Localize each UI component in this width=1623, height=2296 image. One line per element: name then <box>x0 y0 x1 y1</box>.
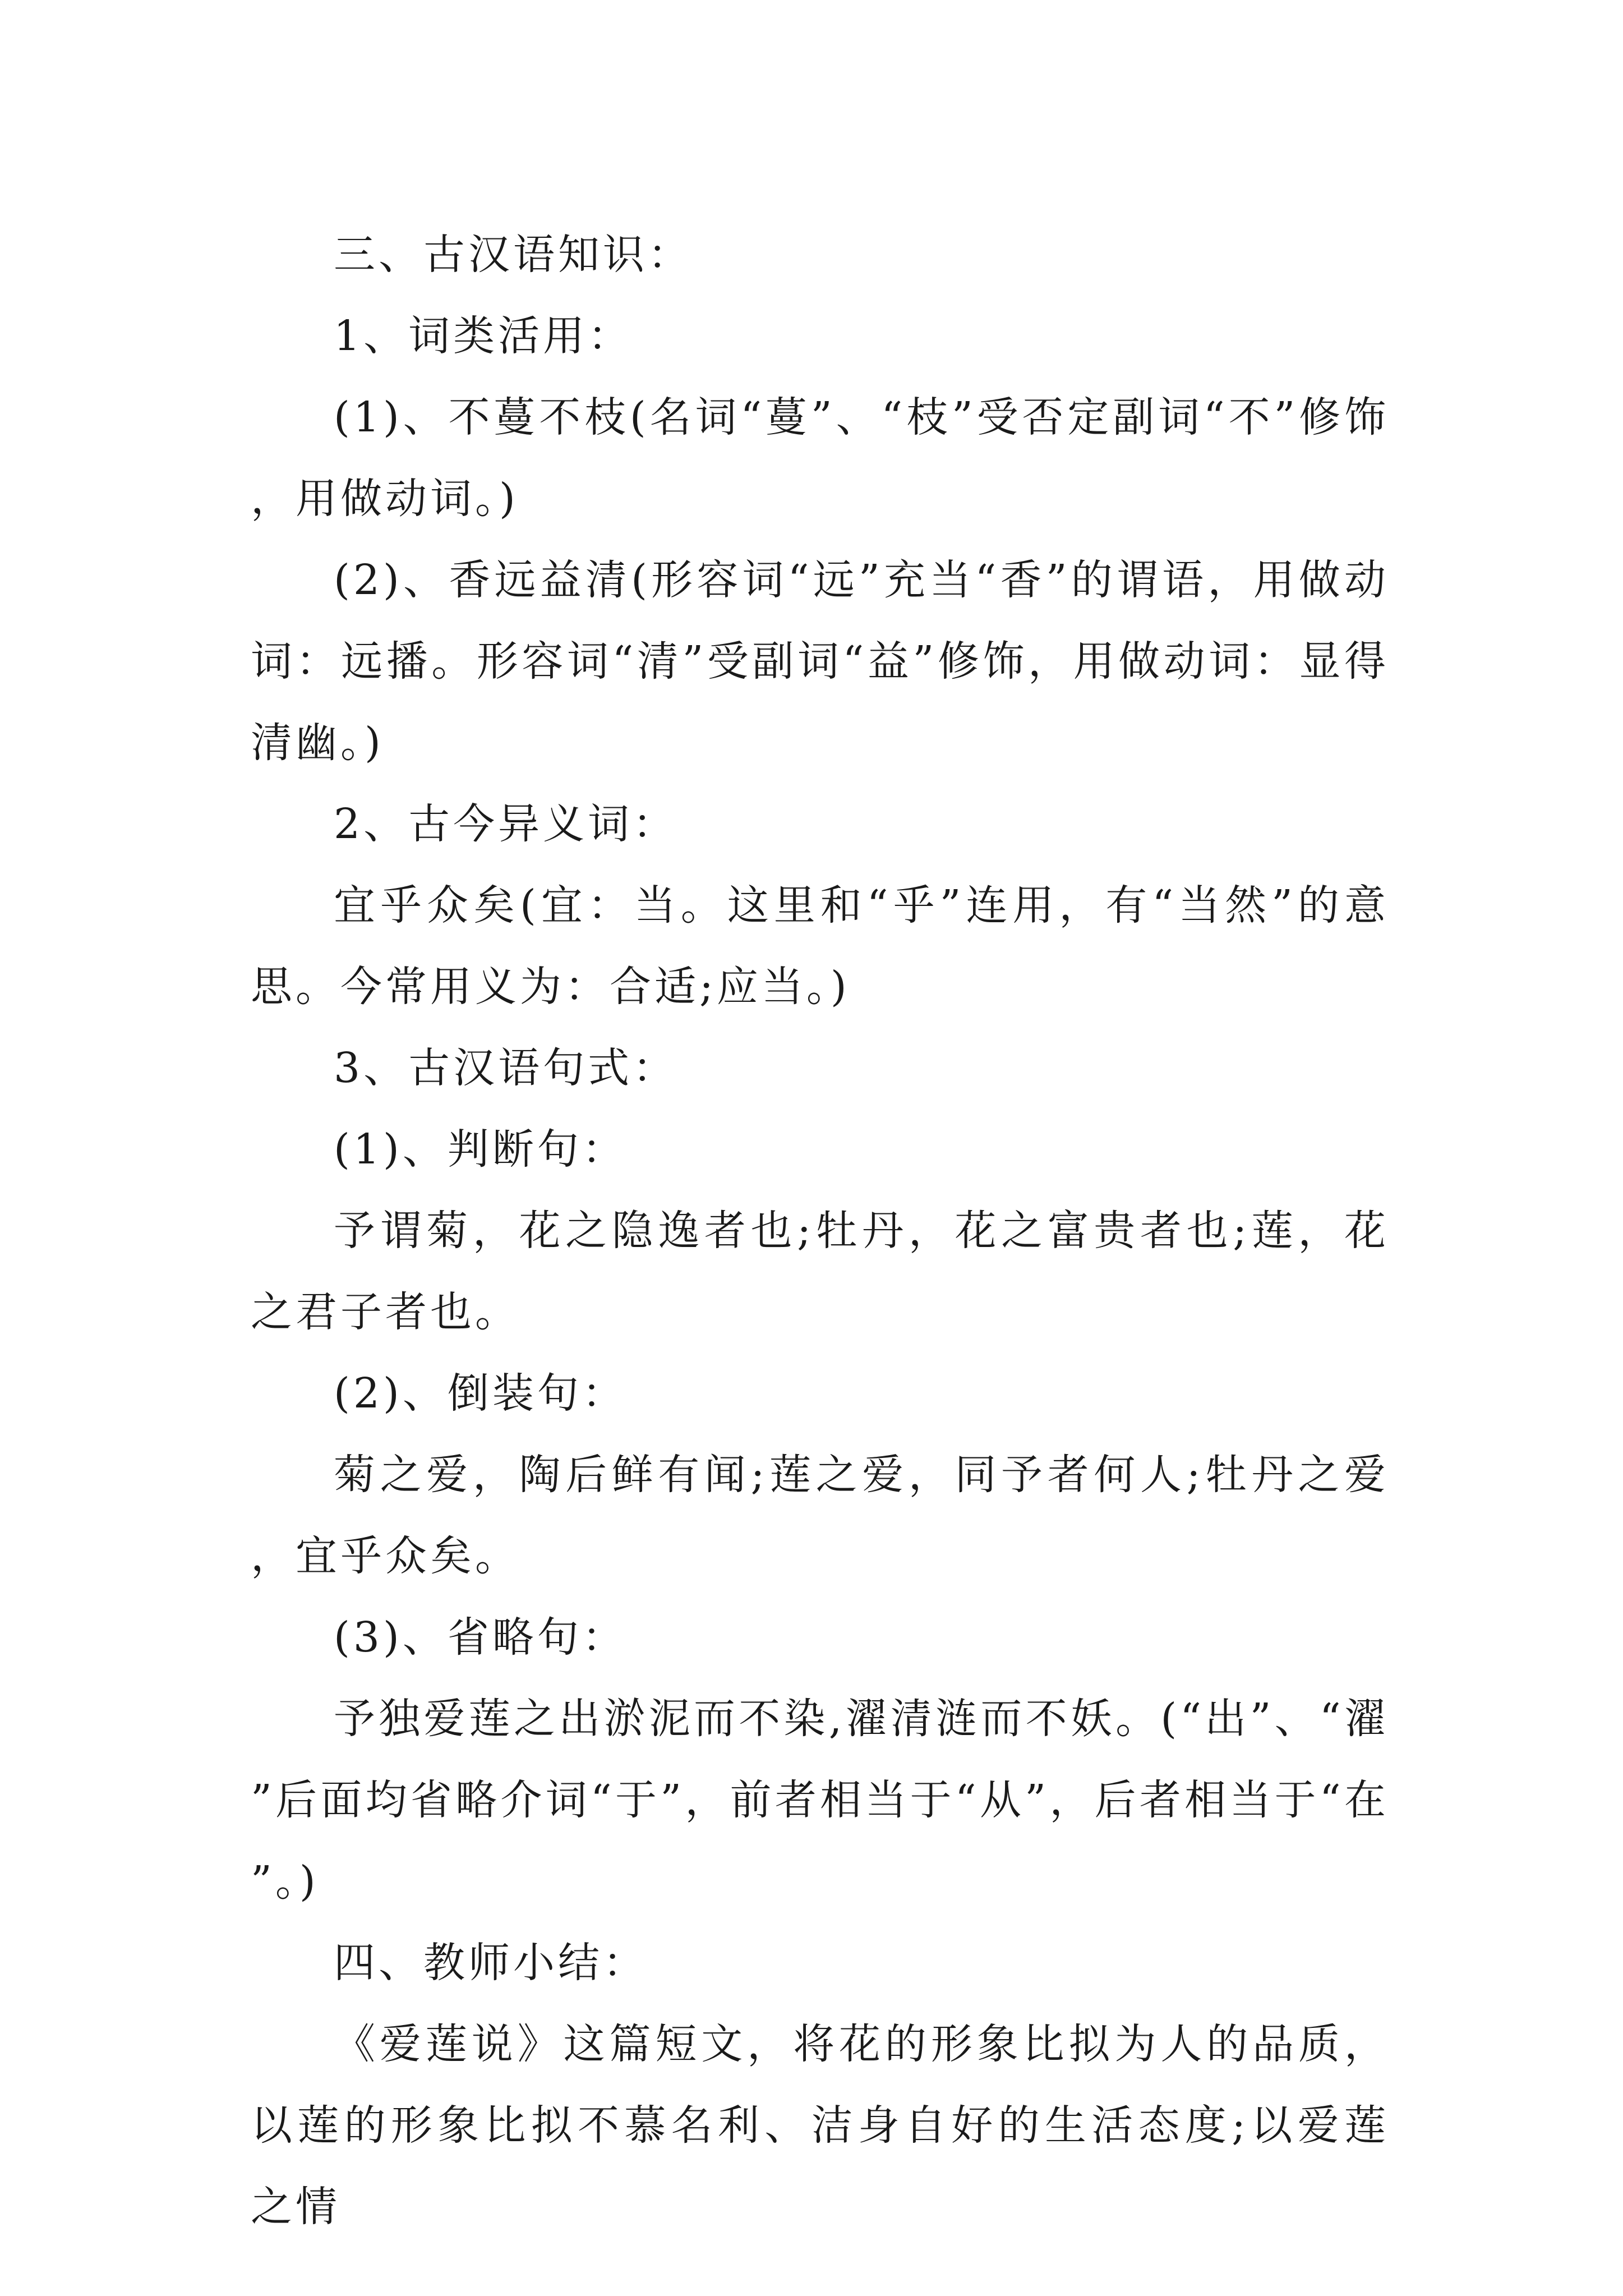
paragraph-inverted-sentence: 菊之爱，陶后鲜有闻;莲之爱，同予者何人;牡丹之爱，宜乎众矣。 <box>251 1451 1389 1580</box>
subheading-sentence-patterns: 3、古汉语句式： <box>334 1044 678 1092</box>
paragraph-judgment-sentence: 予谓菊，花之隐逸者也;牡丹，花之富贵者也;莲，花之君子者也。 <box>251 1207 1389 1336</box>
subheading-word-class-usage: 1、词类活用： <box>334 312 633 360</box>
paragraph-word-class-item-2: (2)、香远益清(形容词“远”充当“香”的谓语，用做动词：远播。形容词“清”受副词“益”修饰，用做动词：显得清幽。) <box>251 556 1389 767</box>
subheading-ancient-modern-meaning: 2、古今异义词： <box>334 800 678 848</box>
paragraph-teacher-summary: 《爱莲说》这篇短文，将花的形象比拟为人的品质，以莲的形象比拟不慕名利、洁身自好的生活态度;以爱莲之情 <box>251 2020 1389 2231</box>
subheading-elliptical-sentence: (3)、省略句： <box>334 1613 627 1662</box>
document-body <box>251 214 1389 2248</box>
subheading-judgment-sentence: (1)、判断句： <box>334 1125 627 1174</box>
paragraph-elliptical-sentence: 予独爱莲之出淤泥而不染,濯清涟而不妖。(“出”、“濯”后面均省略介词“于”，前者相当于“从”，后者相当于“在”。) <box>251 1695 1389 1906</box>
section-heading-teacher-summary: 四、教师小结： <box>334 1939 648 1987</box>
paragraph-ancient-modern-meaning: 宜乎众矣(宜：当。这里和“乎”连用，有“当然”的意思。今常用义为：合适;应当。) <box>251 881 1389 1011</box>
paragraph-word-class-item-1: (1)、不蔓不枝(名词“蔓”、“枝”受否定副词“不”修饰，用做动词。) <box>251 393 1389 523</box>
section-heading-classical-chinese: 三、古汉语知识： <box>334 231 693 279</box>
subheading-inverted-sentence: (2)、倒装句： <box>334 1369 627 1418</box>
